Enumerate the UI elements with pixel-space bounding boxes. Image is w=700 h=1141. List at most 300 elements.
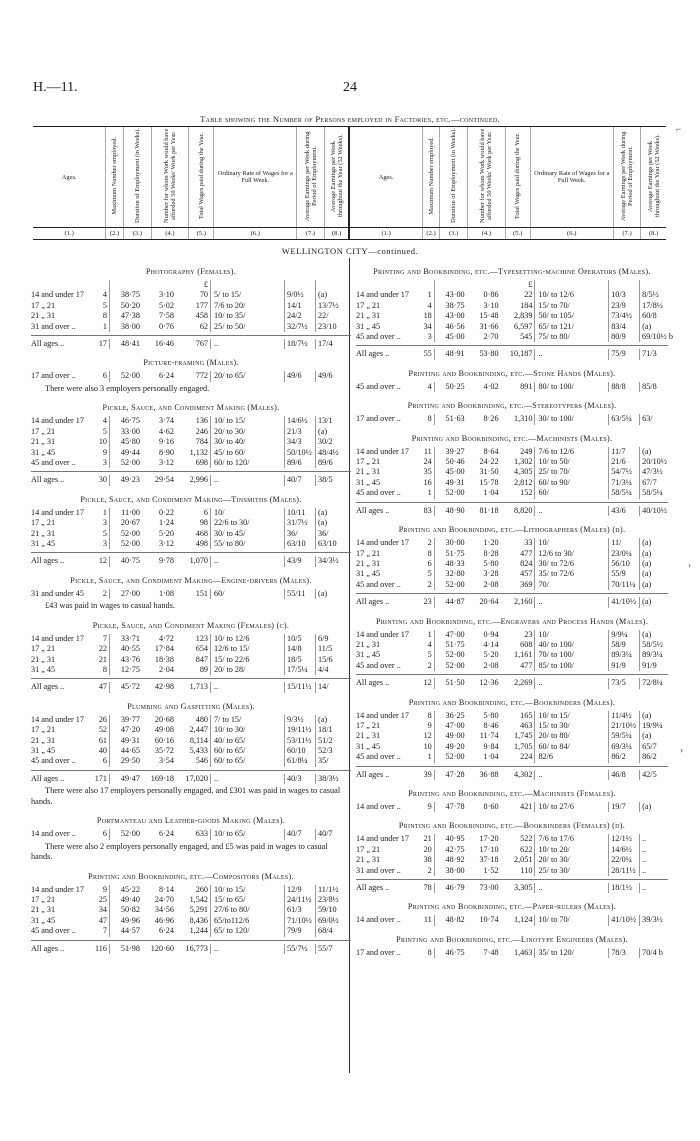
table-cell: 10/ to 15/: [214, 416, 246, 426]
table-cell: 1: [418, 488, 435, 498]
table-cell: 20/ to 28/: [214, 664, 246, 674]
table-cell: 123: [174, 634, 211, 644]
table-cell: 3·54: [158, 756, 174, 766]
table-cell: 18/1½: [608, 883, 639, 893]
table-cell: 61/8¼: [284, 756, 315, 766]
table-cell: 44·65: [120, 745, 140, 755]
table-cell: 31·66: [479, 321, 499, 331]
table-row: [356, 845, 668, 855]
table-cell: 37·18: [479, 855, 499, 865]
table-cell: 80/9: [608, 332, 639, 342]
table-cell: All ages ..: [356, 678, 390, 688]
table-cell: 78: [418, 883, 435, 893]
table-cell: 10/5: [284, 634, 315, 644]
table-cell: 49·31: [120, 735, 140, 745]
table-cell: 31 „ 45: [31, 745, 56, 755]
city-heading: WELLINGTON CITY—continued.: [281, 246, 419, 256]
table-cell: 31 „ 45: [356, 569, 381, 579]
table-cell: 51·63: [445, 414, 465, 424]
table-cell: [465, 280, 499, 290]
table-cell: 31 „ 45: [356, 741, 381, 751]
col-number: (4.): [151, 228, 189, 240]
table-cell: 2·04: [158, 664, 174, 674]
table-cell: 70: [174, 290, 211, 300]
table-cell: 4: [418, 301, 435, 311]
table-cell: 31·50: [479, 467, 499, 477]
table-cell: 46·79: [445, 883, 465, 893]
table-row: [31, 665, 351, 675]
table-row: [31, 756, 351, 766]
table-cell: 1,132: [174, 448, 211, 458]
table-cell: 20/ to 30/: [538, 855, 570, 865]
table-cell: (a): [639, 549, 668, 559]
table-cell: 70/: [538, 579, 549, 589]
table-cell: 4: [93, 416, 110, 426]
table-cell: 246: [174, 427, 211, 437]
table-cell: 38: [418, 855, 435, 865]
table-cell: 34/3: [284, 437, 315, 447]
table-cell: 1,302: [499, 457, 536, 467]
table-cell: 17 „ 21: [31, 644, 56, 654]
table-cell: 23/0¼: [608, 549, 639, 559]
table-cell: (a): [639, 569, 668, 579]
table-cell: 48·90: [445, 505, 465, 515]
total-row: [356, 879, 668, 893]
table-cell: 47/3½: [639, 467, 668, 477]
table-cell: 52·00: [120, 539, 140, 548]
table-cell: 3,305: [499, 883, 536, 893]
table-cell: 1,542: [174, 895, 211, 905]
table-cell: 46·56: [445, 321, 465, 331]
table-cell: ..: [639, 834, 668, 844]
table-cell: 20·67: [120, 518, 140, 528]
table-cell: 60/ to 65/: [214, 756, 246, 766]
table-cell: ..: [538, 597, 543, 607]
table-cell: 3: [93, 518, 110, 528]
table-cell: 49·44: [120, 447, 140, 457]
table-cell: 1,124: [499, 915, 536, 925]
table-cell: 1,463: [499, 948, 536, 958]
table-cell: 184: [499, 301, 536, 311]
table-cell: 4: [93, 290, 110, 300]
table-cell: 8: [418, 711, 435, 721]
table-row: [31, 311, 351, 321]
col-number: (7.): [613, 228, 641, 240]
table-row: [31, 416, 351, 426]
table-cell: (a): [639, 711, 668, 721]
table-cell: 8,114: [174, 736, 211, 746]
table-cell: 58/5¼: [639, 488, 668, 498]
table-cell: 69/0½: [315, 916, 344, 926]
table-row: [356, 549, 668, 559]
table-cell: 54/7½: [608, 467, 639, 477]
table-cell: (a): [315, 290, 344, 300]
table-cell: 8/5½: [639, 290, 668, 300]
table-cell: 6/9: [315, 634, 344, 644]
table-cell: 41/10½: [608, 915, 639, 925]
table-cell: 52·00: [445, 660, 465, 670]
table-cell: [31, 280, 93, 290]
table-cell: 772: [174, 371, 211, 381]
table-cell: 7: [93, 926, 110, 936]
table-cell: 39: [418, 770, 435, 780]
table-cell: ..: [214, 475, 219, 485]
table-cell: 21/3: [284, 427, 315, 437]
table-cell: 45 and over ..: [31, 926, 76, 936]
table-cell: 152: [499, 488, 536, 498]
table-cell: 45 and over ..: [356, 332, 401, 342]
table-cell: 698: [174, 458, 211, 468]
table-cell: 71/3: [639, 349, 668, 359]
section-title: Printing and Bookbinding, etc.—Machinists (Males).: [411, 433, 613, 443]
table-cell: All ages ..: [356, 597, 390, 607]
table-row: [356, 948, 668, 958]
table-cell: 165: [499, 711, 536, 721]
table-cell: 52·00: [445, 650, 465, 660]
table-cell: 36/: [315, 529, 344, 539]
table-cell: 52·00: [445, 488, 465, 498]
table-cell: (a): [315, 589, 344, 599]
table-cell: 50·25: [445, 381, 465, 391]
table-cell: 47: [93, 682, 110, 692]
table-cell: 49·00: [445, 731, 465, 741]
table-cell: 60/8: [639, 311, 668, 321]
table-cell: 1·20: [483, 538, 499, 548]
table-section: [356, 525, 668, 607]
col-header: Number for whom Work would have afforded 50 Weeks' Work per Year.: [468, 127, 506, 228]
table-cell: All ages ..: [356, 505, 390, 515]
table-cell: 10/ to 12/6: [538, 290, 574, 300]
table-cell: 68/4: [315, 926, 344, 936]
table-cell: 51·50: [445, 678, 465, 688]
table-cell: 7/6 to 17/6: [538, 834, 574, 844]
table-cell: 19/9¼: [639, 721, 668, 731]
table-cell: 10/: [538, 629, 549, 639]
col-number: (6.): [214, 228, 297, 240]
table-cell: 17 „ 21: [356, 300, 381, 310]
table-cell: 65/ to 121/: [538, 321, 574, 331]
table-cell: 42·98: [154, 682, 174, 692]
table-cell: 51·98: [120, 943, 140, 953]
table-cell: 151: [174, 589, 211, 599]
table-cell: 8: [418, 549, 435, 559]
table-cell: 85/ to 100/: [538, 660, 574, 670]
table-cell: 70/ to 100/: [538, 650, 574, 660]
table-row: [356, 742, 668, 752]
total-row: [31, 335, 351, 349]
table-cell: 28/11½: [608, 866, 639, 876]
table-cell: 35·72: [154, 745, 174, 755]
table-cell: [140, 280, 174, 290]
table-cell: 45 and over ..: [356, 488, 401, 498]
table-cell: 8: [93, 665, 110, 675]
section-title: Printing and Bookbinding, etc.—Bookbinders (Males).: [408, 697, 616, 707]
table-cell: All ages ..: [356, 769, 390, 779]
table-cell: All ages ..: [31, 943, 65, 953]
table-cell: 6,597: [499, 322, 536, 332]
table-cell: 30/ to 45/: [214, 528, 246, 538]
table-cell: 38/3½: [315, 774, 344, 784]
table-cell: 71/10½: [284, 916, 315, 926]
table-section: [356, 935, 668, 958]
table-cell: 25/ to 30/: [538, 865, 570, 875]
table-cell: 767: [174, 339, 211, 349]
table-cell: [93, 280, 110, 290]
table-cell: 20/ to 80/: [538, 731, 570, 741]
table-row: [31, 448, 351, 458]
table-cell: 83/4: [608, 322, 639, 332]
section-title: Printing and Bookbinding, etc.—Linotype Engineers (Males).: [396, 934, 628, 944]
col-header: Ordinary Rate of Wages for a Full Week.: [214, 127, 297, 228]
table-cell: 463: [499, 721, 536, 731]
table-cell: 45 and over ..: [31, 457, 76, 467]
table-cell: 1: [418, 630, 435, 640]
table-cell: 89/3¼: [608, 650, 639, 660]
section-title: Printing and Bookbinding, etc.—Paper-rulers (Males).: [407, 902, 617, 912]
table-cell: 49·47: [120, 773, 140, 783]
table-cell: 63/5¼: [608, 414, 639, 424]
table-cell: 52·00: [120, 829, 140, 839]
table-cell: 10/: [538, 538, 549, 548]
table-section: [31, 621, 351, 693]
table-cell: 23/10: [315, 322, 344, 332]
table-cell: 5·80: [483, 710, 499, 720]
col-header: Total Wages paid during the Year.: [189, 127, 214, 228]
table-cell: 522: [499, 834, 536, 844]
section-title: Plumbing and Gasfitting (Males).: [127, 701, 255, 711]
table-cell: 13/1: [315, 416, 344, 426]
table-cell: 120·60: [150, 943, 174, 953]
table-cell: 10/ to 27/6: [538, 802, 574, 811]
table-cell: 4,302: [499, 770, 536, 780]
table-cell: 8,820: [499, 506, 536, 516]
table-cell: 17/8½: [639, 301, 668, 311]
table-cell: 46·75: [120, 416, 140, 426]
table-cell: 36·88: [479, 769, 499, 779]
table-cell: 60/: [538, 488, 549, 498]
table-cell: 55: [418, 349, 435, 359]
table-cell: ..: [214, 339, 219, 349]
table-section: [356, 401, 668, 424]
table-cell: 61: [93, 736, 110, 746]
table-cell: 14 and under 17: [31, 507, 84, 517]
table-cell: 48·41: [120, 339, 140, 349]
table-cell: £: [499, 280, 536, 290]
table-cell: 36·25: [445, 710, 465, 720]
table-cell: 40/7: [284, 475, 315, 485]
table-cell: 9: [418, 721, 435, 731]
table-cell: 8·14: [158, 884, 174, 894]
table-row: [356, 311, 668, 321]
table-cell: 6·24: [158, 829, 174, 839]
table-row: [356, 301, 668, 311]
table-cell: 1: [93, 322, 110, 332]
col-number: (3.): [440, 228, 468, 240]
table-row: [31, 885, 351, 895]
table-cell: 5·80: [483, 558, 499, 568]
table-row: [31, 427, 351, 437]
table-cell: 27·00: [120, 588, 140, 598]
table-cell: 14 and over ..: [356, 802, 401, 811]
table-cell: 6·24: [158, 926, 174, 936]
table-cell: 49/6: [284, 371, 315, 381]
table-cell: 88/8: [608, 382, 639, 392]
table-cell: 8: [93, 311, 110, 321]
table-cell: 39·27: [445, 446, 465, 456]
table-cell: 44·87: [445, 597, 465, 607]
table-cell: 171: [93, 774, 110, 784]
table-cell: 260: [174, 885, 211, 895]
section-title: Printing and Bookbinding, etc.—Machinists (Females).: [408, 789, 616, 798]
section-title: Portmanteau and Leather-goods Making (Males).: [96, 816, 286, 826]
col-number: (8.): [324, 228, 349, 240]
table-cell: 45·22: [120, 884, 140, 894]
total-row: [31, 678, 351, 692]
table-cell: 53·80: [479, 349, 499, 359]
section-title: Printing and Bookbinding, etc.—Stone Hands (Males).: [408, 368, 616, 378]
table-cell: 40/7: [315, 829, 344, 839]
col-number: (8.): [641, 228, 666, 240]
section-title: Picture-framing (Males).: [143, 358, 239, 368]
total-row: [356, 593, 668, 607]
table-cell: 89: [174, 665, 211, 675]
table-cell: 52·00: [120, 528, 140, 538]
table-cell: 91/9: [608, 661, 639, 671]
table-cell: 0·76: [158, 321, 174, 331]
table-row: [31, 715, 351, 725]
col-number: (4.): [468, 228, 506, 240]
table-cell: 48·33: [445, 558, 465, 568]
table-cell: 2: [418, 661, 435, 671]
table-cell: 14/1: [284, 301, 315, 311]
table-cell: 50·20: [120, 300, 140, 310]
table-cell: 17·10: [479, 844, 499, 854]
table-cell: 8·64: [483, 446, 499, 456]
table-cell: 58/5¼: [608, 488, 639, 498]
table-cell: 6: [93, 829, 110, 839]
table-cell: 46·96: [154, 915, 174, 925]
table-cell: 31 „ 45: [31, 539, 56, 548]
table-row: [356, 382, 668, 392]
table-cell: 1,713: [174, 682, 211, 692]
table-cell: 16: [418, 478, 435, 488]
table-cell: 14 and under 17: [31, 416, 84, 426]
table-cell: 10/ to 70/: [538, 915, 570, 925]
table-cell: [110, 280, 140, 290]
table-cell: 17/5¼: [284, 665, 315, 675]
table-cell: 40/ to 65/: [214, 735, 246, 745]
total-row: [31, 940, 351, 954]
table-section: [31, 495, 351, 567]
table-cell: 12: [418, 731, 435, 741]
table-cell: 17 „ 21: [31, 725, 56, 735]
table-cell: 15/ to 70/: [538, 300, 570, 310]
table-cell: 21 „ 31: [31, 528, 56, 538]
table-cell: 17: [93, 339, 110, 349]
table-cell: 18/5: [284, 655, 315, 665]
table-cell: 11/4½: [608, 711, 639, 721]
table-cell: 11: [418, 915, 435, 925]
table-cell: 52/3: [315, 746, 344, 756]
table-cell: 34: [418, 322, 435, 332]
table-cell: 6: [93, 756, 110, 766]
table-cell: 9/3½: [284, 715, 315, 725]
table-cell: 62: [174, 322, 211, 332]
col-number: (3.): [123, 228, 151, 240]
right-column: [356, 258, 673, 958]
table-cell: 65/to112/6: [214, 915, 250, 925]
table-cell: 89/3¼: [639, 650, 668, 660]
table-cell: ..: [639, 855, 668, 865]
table-cell: 15·78: [479, 477, 499, 487]
table-cell: 21: [93, 655, 110, 665]
table-cell: 81·18: [479, 505, 499, 515]
table-cell: (a): [639, 630, 668, 640]
table-cell: ..: [214, 682, 219, 692]
table-cell: 49·23: [120, 475, 140, 485]
table-cell: 25/ to 50/: [214, 321, 246, 331]
table-cell: 10: [418, 742, 435, 752]
col-number: (1.): [33, 228, 106, 240]
table-cell: 71/3¼: [608, 478, 639, 488]
table-cell: (a): [639, 538, 668, 548]
table-cell: 45·72: [120, 682, 140, 692]
table-cell: 46·75: [445, 947, 465, 957]
table-cell: 23/8½: [315, 895, 344, 905]
table-cell: 18: [418, 311, 435, 321]
table-row: [356, 661, 668, 671]
table-row: [31, 644, 351, 654]
col-header: Average Earnings per Week during Period of Employment.: [613, 127, 641, 228]
table-cell: 17 and over ..: [31, 371, 76, 381]
table-cell: 1: [418, 290, 435, 300]
table-cell: 116: [93, 944, 110, 954]
table-cell: 5·02: [158, 300, 174, 310]
table-cell: 12·36: [479, 678, 499, 688]
table-cell: 70/4 b: [639, 948, 668, 958]
table-cell: 65/7: [639, 742, 668, 752]
table-cell: 22/6 to 30/: [214, 518, 250, 528]
table-cell: 47·28: [445, 769, 465, 779]
table-cell: 83: [418, 506, 435, 516]
table-cell: 11·00: [121, 507, 140, 517]
table-cell: 21/6: [608, 457, 639, 467]
table-cell: 40/10½: [639, 506, 668, 516]
table-cell: 17 „ 21: [356, 844, 381, 854]
table-cell: ..: [538, 505, 543, 515]
table-cell: 21 „ 31: [31, 654, 56, 664]
table-cell: 67/7: [639, 478, 668, 488]
table-cell: 8·90: [158, 447, 174, 457]
table-row: [31, 725, 351, 735]
table-cell: 55/7: [315, 944, 344, 954]
table-row: [356, 855, 668, 865]
table-cell: 17,020: [174, 774, 211, 784]
table-cell: 27/6 to 80/: [214, 905, 250, 915]
table-cell: 75/9: [608, 349, 639, 359]
table-row: [356, 538, 668, 548]
table-cell: 6·24: [158, 371, 174, 381]
table-cell: 50/ to 105/: [538, 311, 574, 321]
table-section: [356, 698, 668, 780]
table-row: [31, 518, 351, 528]
table-cell: 45·80: [120, 437, 140, 447]
table-cell: 17·20: [479, 834, 499, 844]
table-cell: 9: [418, 802, 435, 812]
col-header: Ages.: [349, 127, 422, 228]
table-row: [31, 458, 351, 468]
table-cell: 21 „ 31: [31, 437, 56, 447]
